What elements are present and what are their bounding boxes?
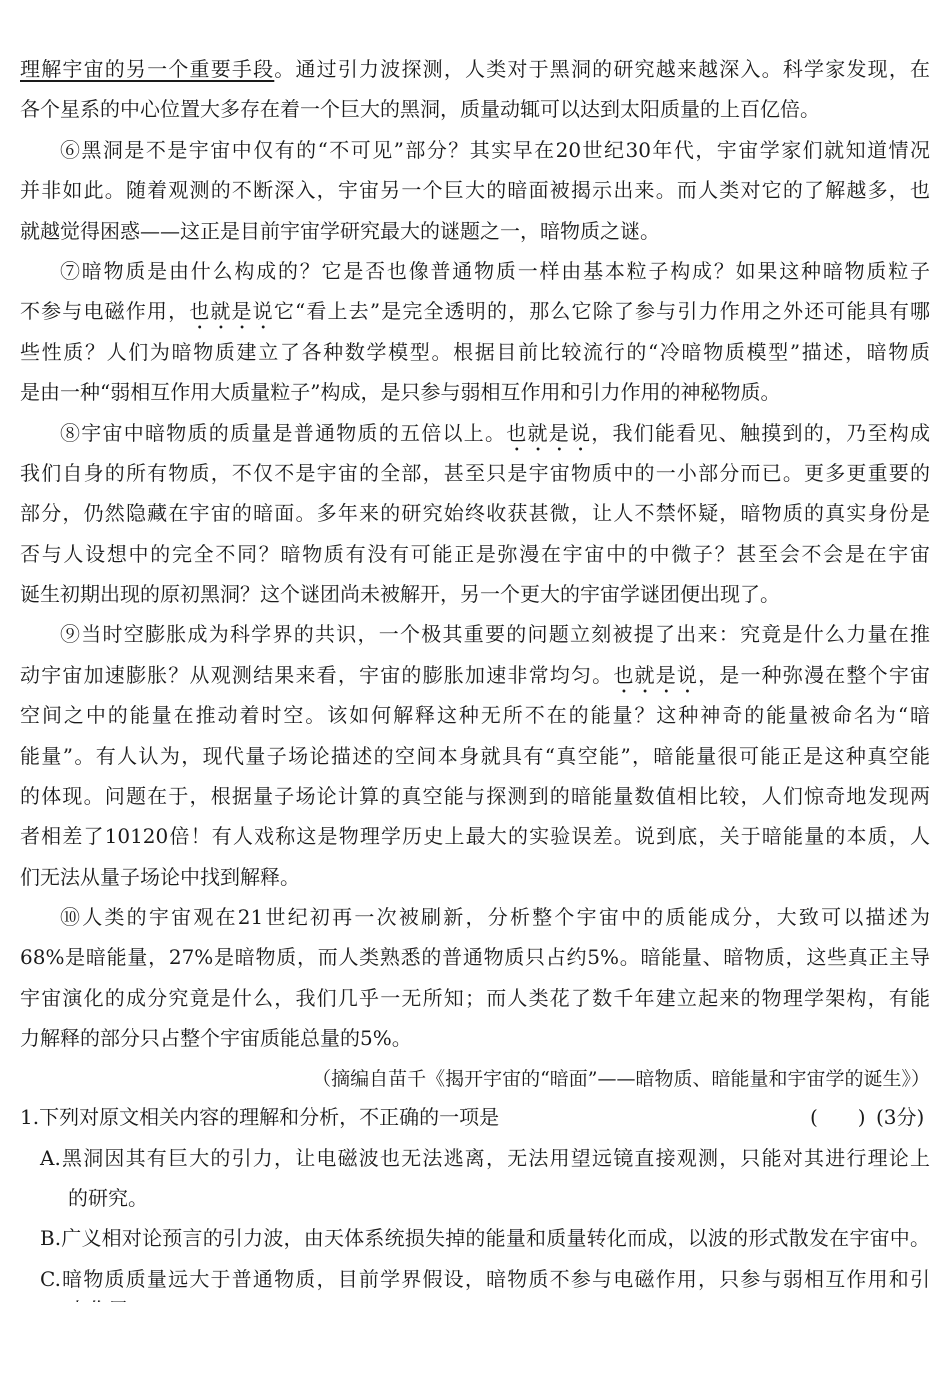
p9-line-2-pre: 动宇宙加速膨胀？从观测结果来看，宇宙的膨胀加速非常均匀。 bbox=[20, 663, 614, 687]
p5-line-1 bbox=[20, 57, 930, 81]
question-1-row bbox=[20, 1105, 930, 1129]
page-cutoff bbox=[0, 1302, 950, 1375]
score-label: (3分) bbox=[876, 1105, 925, 1129]
p7-line-3: 些性质？人们为暗物质建立了各种数学模型。根据目前比较流行的“冷暗物质模型”描述，暗物质 bbox=[20, 340, 930, 364]
underlined-phrase: 理解宇宙的另一个重要手段 bbox=[20, 57, 275, 81]
p9-line-1: ⑨当时空膨胀成为科学界的共识，一个极其重要的问题立刻被提了出来：究竟是什么力量在推 bbox=[60, 622, 930, 646]
p6-line-1: ⑥黑洞是不是宇宙中仅有的“不可见”部分？其实早在20世纪30年代，宇宙学家们就知道情况 bbox=[60, 138, 930, 162]
option-c-line-1: C.暗物质质量远大于普通物质，目前学界假设，暗物质不参与电磁作用，只参与弱相互作用和引 bbox=[40, 1267, 930, 1291]
option-b: B.广义相对论预言的引力波，由天体系统损失掉的能量和质量转化而成，以波的形式散发在宇宙中。 bbox=[40, 1226, 930, 1250]
p8-line-2: 我们自身的所有物质，不仅不是宇宙的全部，甚至只是宇宙物质中的一小部分而已。更多更重要的 bbox=[20, 461, 930, 485]
p8-line-3: 部分，仍然隐藏在宇宙的暗面。多年来的研究始终收获甚微，让人不禁怀疑，暗物质的真实身份是 bbox=[20, 501, 930, 525]
p10-line-1: ⑩人类的宇宙观在21世纪初再一次被刷新，分析整个宇宙中的质能成分，大致可以描述为 bbox=[60, 905, 930, 929]
p10-line-2: 68%是暗能量，27%是暗物质，而人类熟悉的普通物质只占约5%。暗能量、暗物质，这些真正主导 bbox=[20, 945, 930, 969]
p10-line-3: 宇宙演化的成分究竟是什么，我们几乎一无所知；而人类花了数千年建立起来的物理学架构，有能 bbox=[20, 986, 930, 1010]
p9-line-3: 空间之中的能量在推动着时空。该如何解释这种无所不在的能量？这种神奇的能量被命名为“暗 bbox=[20, 703, 930, 727]
p7-line-1: ⑦暗物质是由什么构成的？它是否也像普通物质一样由基本粒子构成？如果这种暗物质粒子 bbox=[60, 259, 930, 283]
p5-line-1-rest: 。通过引力波探测，人类对于黑洞的研究越来越深入。科学家发现，在 bbox=[274, 57, 931, 81]
p8-line-4: 否与人设想中的完全不同？暗物质有没有可能正是弥漫在宇宙中的中微子？甚至会不会是在宇宙 bbox=[20, 542, 930, 566]
question-1-stem: 1.下列对原文相关内容的理解和分析，不正确的一项是 bbox=[20, 1105, 500, 1129]
answer-bracket[interactable]: ( ) bbox=[810, 1105, 866, 1129]
option-a-line-1: A.黑洞因其有巨大的引力，让电磁波也无法逃离，无法用望远镜直接观测，只能对其进行理论上 bbox=[40, 1146, 930, 1170]
p8-line-1 bbox=[60, 421, 930, 456]
p10-line-4: 力解释的部分只占整个宇宙质能总量的5%。 bbox=[20, 1026, 412, 1050]
p7-line-2 bbox=[20, 299, 930, 334]
p9-line-2 bbox=[20, 663, 930, 698]
p9-line-6: 者相差了10120倍！有人戏称这是物理学历史上最大的实验误差。说到底，关于暗能量的本质，人 bbox=[20, 824, 930, 848]
source-attribution: （摘编自苗千《揭开宇宙的“暗面”——暗物质、暗能量和宇宙学的诞生》） bbox=[312, 1068, 930, 1090]
emphasis-dots-phrase: 也就是说 bbox=[189, 299, 274, 323]
emphasis-dots-phrase: 也就是说 bbox=[613, 663, 699, 687]
p8-line-1-post: ，我们能看见、触摸到的，乃至构成 bbox=[591, 421, 930, 445]
emphasis-dots-phrase: 也就是说 bbox=[506, 421, 592, 445]
p9-line-2-post: ，是一种弥漫在整个宇宙 bbox=[698, 663, 931, 687]
p5-line-2: 各个星系的中心位置大多存在着一个巨大的黑洞，质量动辄可以达到太阳质量的上百亿倍。 bbox=[20, 97, 820, 121]
p7-line-4: 是由一种“弱相互作用大质量粒子”构成，是只参与弱相互作用和引力作用的神秘物质。 bbox=[20, 380, 781, 404]
p6-line-3: 就越觉得困惑——这正是目前宇宙学研究最大的谜题之一，暗物质之谜。 bbox=[20, 219, 660, 243]
p6-line-2: 并非如此。随着观测的不断深入，宇宙另一个巨大的暗面被揭示出来。而人类对它的了解越多，也 bbox=[20, 178, 930, 202]
p8-line-1-pre: ⑧宇宙中暗物质的质量是普通物质的五倍以上。 bbox=[60, 421, 507, 445]
p9-line-7: 们无法从量子场论中找到解释。 bbox=[20, 865, 300, 889]
p8-line-5: 诞生初期出现的原初黑洞？这个谜团尚未被解开，另一个更大的宇宙学谜团便出现了。 bbox=[20, 582, 780, 606]
p9-line-4: 能量”。有人认为，现代量子场论描述的空间本身就具有“真空能”，暗能量很可能正是这种真空能 bbox=[20, 744, 930, 768]
p9-line-5: 的体现。问题在于，根据量子场论计算的真空能与探测到的暗能量数值相比较，人们惊奇地发现两 bbox=[20, 784, 930, 808]
p7-line-2-pre: 不参与电磁作用， bbox=[20, 299, 190, 323]
option-a-line-2: 的研究。 bbox=[68, 1186, 148, 1210]
p7-line-2-post: 它“看上去”是完全透明的，那么它除了参与引力作用之外还可能具有哪 bbox=[273, 299, 930, 323]
